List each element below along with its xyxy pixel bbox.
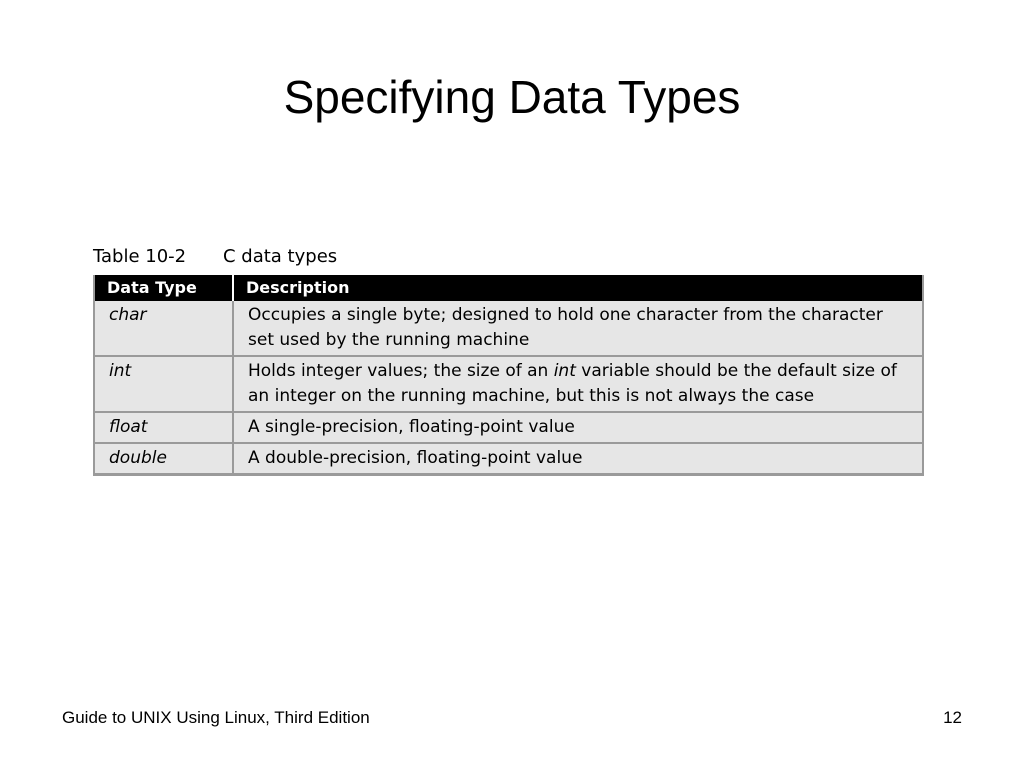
page-number: 12 — [943, 708, 962, 727]
type-cell-double: double — [94, 443, 233, 475]
table-row — [94, 301, 923, 356]
table-caption-title: C data types — [223, 246, 338, 267]
type-cell-int: int — [94, 356, 233, 412]
description-cell-double: A double-precision, floating-point value — [233, 443, 923, 475]
table-caption — [93, 243, 922, 275]
type-cell-char: char — [94, 301, 233, 356]
header-description: Description — [233, 275, 923, 301]
data-types-table — [93, 275, 924, 476]
table-row — [94, 356, 923, 412]
description-int-after: variable should be the default size of an integer on the running machine, but this is not always the case — [248, 361, 897, 406]
table-row — [94, 443, 923, 475]
table-header-row — [94, 275, 923, 301]
table-row — [94, 412, 923, 443]
footer-source: Guide to UNIX Using Linux, Third Edition — [62, 708, 370, 727]
description-int-emphasis: int — [553, 361, 576, 381]
slide-title: Specifying Data Types — [283, 71, 741, 123]
description-cell-int — [233, 356, 923, 412]
header-data-type: Data Type — [94, 275, 233, 301]
description-cell-float: A single-precision, floating-point value — [233, 412, 923, 443]
type-cell-float: float — [94, 412, 233, 443]
table-figure — [93, 243, 922, 476]
description-int-before: Holds integer values; the size of an — [248, 361, 554, 381]
table-caption-number: Table 10-2 — [93, 246, 187, 267]
description-cell-char: Occupies a single byte; designed to hold one character from the character set used by the running machine — [233, 301, 923, 356]
